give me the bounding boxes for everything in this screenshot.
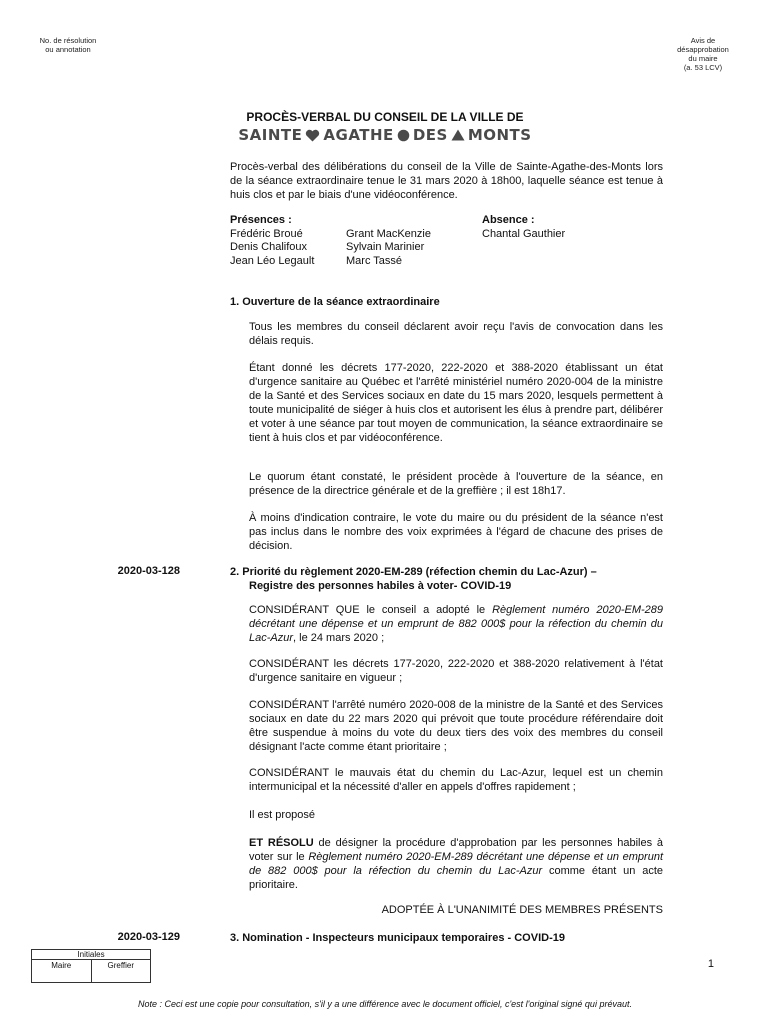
corner-left-line: No. de résolution: [39, 36, 97, 45]
initials-header: Initiales: [32, 950, 150, 960]
intro-paragraph: Procès-verbal des délibérations du conseil de la Ville de Sainte-Agathe-des-Monts lors de la séance extraordinaire tenue le 31 mars 2020 à 18h00, laquelle séance est tenue à huis clos et par le biais d'une vidéoconférence.: [230, 161, 663, 201]
mayor-disapproval-label: [663, 36, 743, 72]
considering-paragraph: CONSIDÉRANT l'arrêté numéro 2020-008 de la ministre de la Santé et des Services sociaux en date du 22 mars 2020 qui prévoit que toute procédure référendaire doit être suspendue à moins du vote du deux tiers des voix des membres du conseil désignant l'acte comme étant prioritaire ;: [249, 699, 663, 753]
section-3-heading: 3. Nomination - Inspecteurs municipaux temporaires - COVID-19: [230, 932, 565, 944]
considering-paragraph: CONSIDÉRANT le mauvais état du chemin du Lac-Azur, lequel est un chemin intermunicipal et la nécessité d'aller en appels d'offres rapidement ;: [249, 767, 663, 793]
section-2-heading-line: 2. Priorité du règlement 2020-EM-289 (réfection chemin du Lac-Azur) –: [230, 566, 597, 578]
document-title: PROCÈS-VERBAL DU CONSEIL DE LA VILLE DE: [246, 110, 524, 124]
section-2-heading-line: Registre des personnes habiles à voter- COVID-19: [249, 580, 512, 592]
considering-paragraph: CONSIDÉRANT les décrets 177-2020, 222-2020 et 388-2020 relativement à l'état d'urgence sanitaire en vigueur ;: [249, 658, 663, 684]
member-name: Sylvain Marinier: [346, 241, 425, 253]
initials-box: [31, 949, 151, 983]
city-logo: [0, 125, 770, 145]
logo-word: SAINTE: [238, 126, 303, 144]
resolution-annotation-label: [28, 36, 108, 54]
section-1-paragraph: Étant donné les décrets 177-2020, 222-2020 et 388-2020 établissant un état d'urgence sanitaire au Québec et l'arrêté ministériel numéro 2020-004 de la ministre de la Santé et des Services sociaux en date du 15 mars 2020, lesquels permettent à toute municipalité de siéger à huis clos et autorisent les élus à prendre part, délibérer et voter à une séance par tout moyen de communication, la séance extraordinaire se tient à huis clos et par vidéoconférence.: [249, 362, 663, 444]
mountain-icon: [451, 129, 465, 141]
text-run: CONSIDÉRANT QUE le conseil a adopté le: [249, 604, 493, 616]
resolution-number: 2020-03-128: [117, 565, 180, 577]
section-1-paragraph: À moins d'indication contraire, le vote du maire ou du président de la séance n'est pas inclus dans le nombre des voix exprimées à l'égard de chacune des prises de décision.: [249, 512, 663, 552]
absence-label: Absence :: [482, 214, 535, 226]
text-run: de désigner la procédure d'approbation par les personnes habiles à voter sur le: [249, 837, 664, 863]
logo-word: AGATHE: [323, 126, 394, 144]
bylaw-title: Règlement numéro 2020-EM-289 décrétant une dépense et un emprunt de 882 000$ pour la réfection du chemin du Lac-Azur: [249, 604, 664, 644]
text-run: , le 24 mars 2020 ;: [293, 632, 385, 644]
logo-word: MONTS: [467, 126, 532, 144]
resolved-label: ET RÉSOLU: [249, 837, 314, 849]
mayor-initials-cell: Maire: [51, 961, 72, 970]
proposed-text: Il est proposé: [249, 809, 316, 821]
member-name: Frédéric Broué: [230, 227, 303, 240]
clerk-initials-cell: Greffier: [91, 960, 151, 982]
corner-right-line: (a. 53 LCV): [683, 63, 723, 72]
logo-word: DES: [412, 126, 448, 144]
section-1-paragraph: Le quorum étant constaté, le président procède à l'ouverture de la séance, en présence de la directrice générale et de la greffière ; il est 18h17.: [249, 471, 663, 497]
corner-right-line: Avis de: [690, 36, 716, 45]
corner-right-line: désapprobation: [677, 45, 729, 54]
member-name: Grant MacKenzie: [346, 227, 431, 240]
footer-note: Note : Ceci est une copie pour consultation, s'il y a une différence avec le document officiel, c'est l'original signé qui prévaut.: [138, 999, 632, 1009]
considering-paragraph: [249, 603, 663, 645]
heart-icon: [305, 129, 320, 142]
absence-column: [482, 214, 622, 241]
resolution-paragraph: [249, 836, 663, 892]
text-run: comme étant un acte prioritaire.: [249, 865, 664, 891]
corner-right-line: du maire: [688, 54, 718, 63]
member-name: Jean Léo Legault: [230, 254, 315, 267]
circle-icon: [397, 129, 410, 142]
resolution-number: 2020-03-129: [117, 931, 180, 943]
page-number: 1: [707, 958, 714, 970]
bylaw-title: Règlement numéro 2020-EM-289 décrétant une dépense et un emprunt de 882 000$ pour la réfection du chemin du Lac-Azur: [249, 851, 663, 877]
member-name: Marc Tassé: [346, 254, 403, 267]
member-name: Denis Chalifoux: [230, 241, 308, 253]
section-2-heading: [230, 565, 670, 593]
section-1-heading: 1. Ouverture de la séance extraordinaire: [230, 296, 440, 308]
adopted-statement: ADOPTÉE À L'UNANIMITÉ DES MEMBRES PRÉSENTS: [381, 904, 663, 916]
member-name: Chantal Gauthier: [482, 227, 566, 240]
corner-left-line: ou annotation: [45, 45, 91, 54]
presences-column-1: [230, 214, 350, 268]
presences-column-2: [346, 228, 466, 269]
section-1-paragraph: Tous les membres du conseil déclarent avoir reçu l'avis de convocation dans les délais requis.: [249, 321, 663, 347]
presences-label: Présences :: [230, 214, 292, 226]
